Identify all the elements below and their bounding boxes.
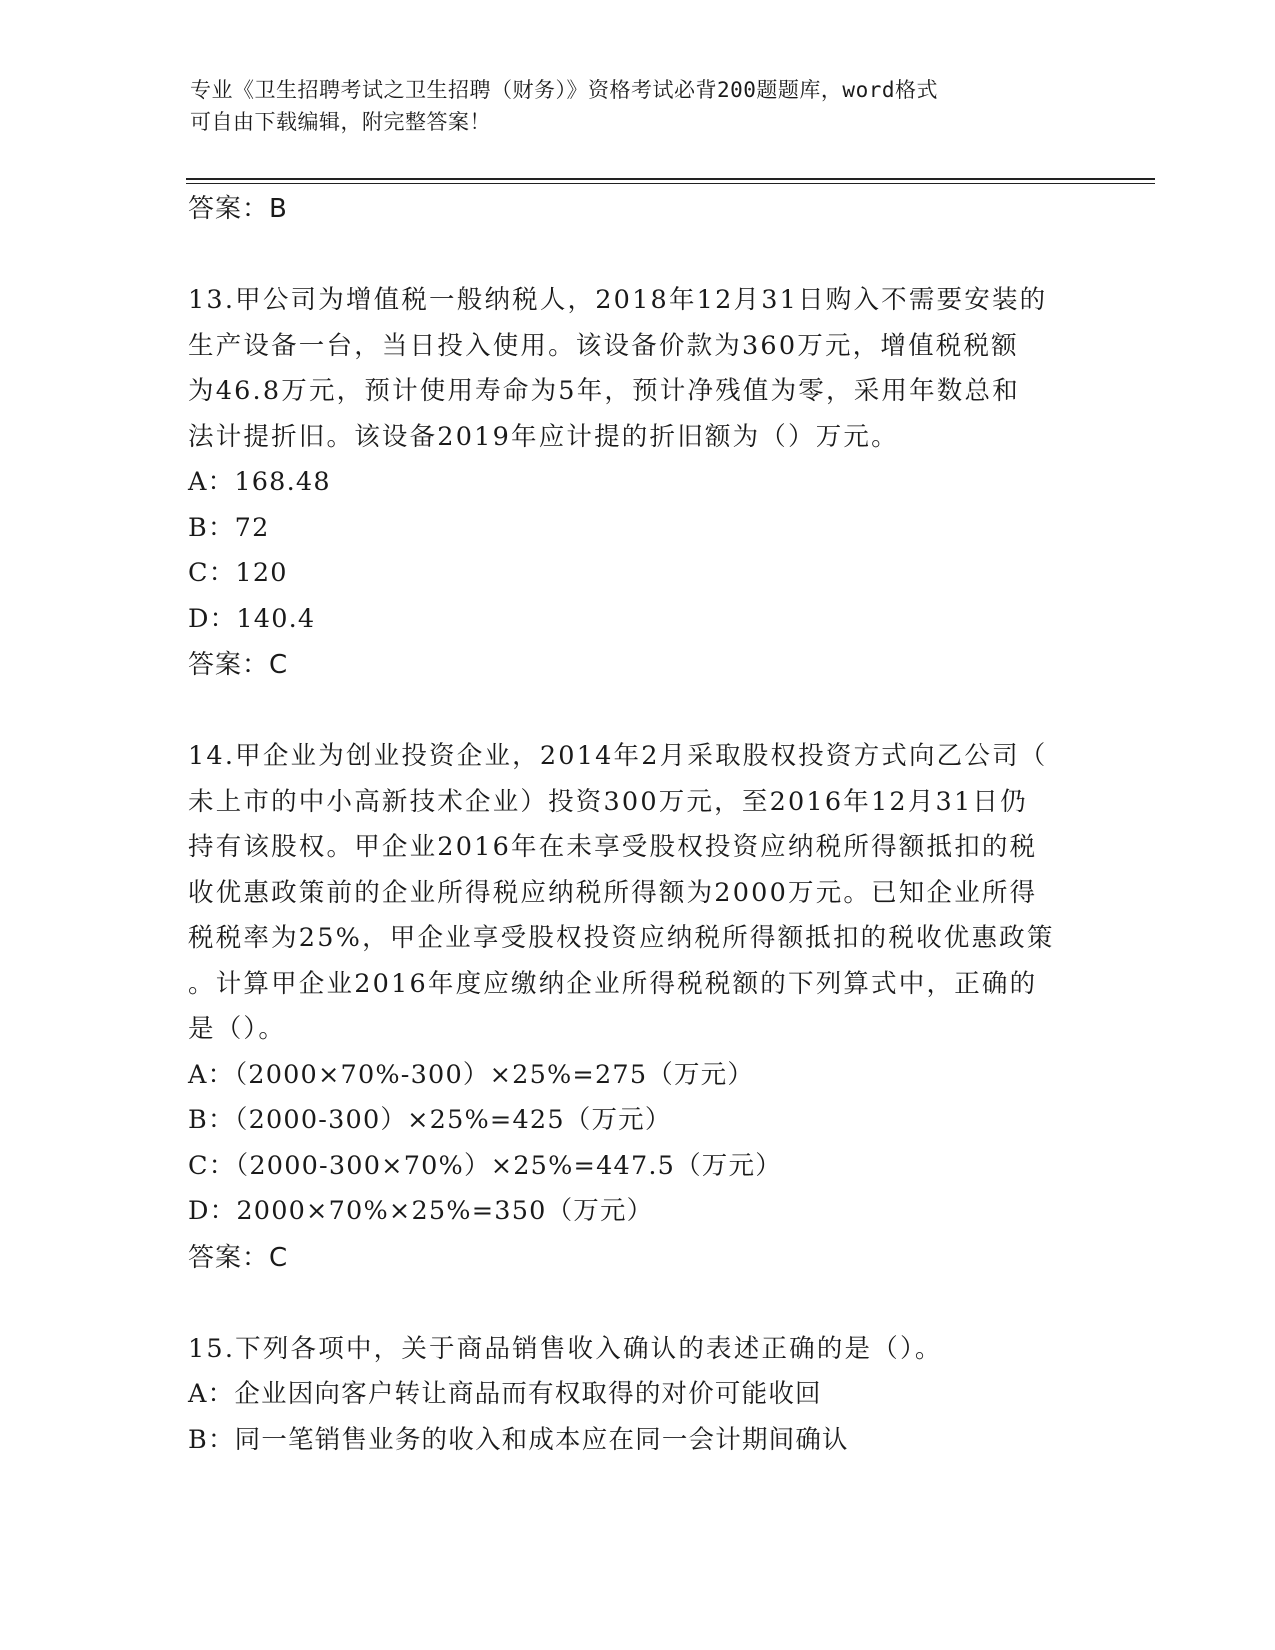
question-stem-line: 15.下列各项中，关于商品销售收入确认的表述正确的是（）。 [188, 1333, 943, 1364]
option-c: C：（2000-300×70%）×25%=447.5（万元） [188, 1150, 782, 1181]
header-line-2: 可自由下载编辑，附完整答案！ [190, 110, 491, 134]
spacer [188, 688, 1088, 734]
question-stem-line: 税税率为25%，甲企业享受股权投资应纳税所得额抵扣的税收优惠政策 [188, 923, 1055, 953]
spacer [188, 232, 1088, 278]
option-d: D：140.4 [188, 603, 316, 634]
option-b: B：同一笔销售业务的收入和成本应在同一会计期间确认 [188, 1424, 849, 1455]
header-rule-thick [186, 178, 1155, 180]
question-stem-line: 法计提折旧。该设备2019年应计提的折旧额为（）万元。 [188, 421, 899, 452]
question-stem-line: 持有该股权。甲企业2016年在未享受股权投资应纳税所得额抵扣的税 [188, 832, 1038, 862]
document-header [190, 74, 1070, 138]
question-14 [188, 734, 1088, 1281]
option-a: A：企业因向客户转让商品而有权取得的对价可能收回 [188, 1379, 822, 1409]
question-stem-line: 是（）。 [188, 1014, 287, 1044]
question-13 [188, 278, 1088, 688]
answer-14: 答案：C [188, 1242, 289, 1273]
previous-answer: 答案：B [188, 194, 288, 224]
option-a: A：168.48 [188, 467, 331, 497]
question-stem-line: 为46.8万元，预计使用寿命为5年，预计净残值为零，采用年数总和 [188, 376, 1020, 406]
answer-13: 答案：C [188, 650, 289, 680]
question-stem-line: 收优惠政策前的企业所得税应纳税所得额为2000万元。已知企业所得 [188, 877, 1038, 908]
document-body [188, 186, 1088, 1463]
header-line-1: 专业《卫生招聘考试之卫生招聘（财务）》资格考试必背200题题库，word格式 [190, 78, 938, 102]
question-stem-line: 14.甲企业为创业投资企业，2014年2月采取股权投资方式向乙公司（ [188, 741, 1048, 771]
question-stem-line: 生产设备一台，当日投入使用。该设备价款为360万元，增值税税额 [188, 330, 1019, 361]
spacer [188, 1281, 1088, 1327]
question-stem-line: 13.甲公司为增值税一般纳税人，2018年12月31日购入不需要安装的 [188, 285, 1048, 315]
option-b: B：（2000-300）×25%=425（万元） [188, 1105, 672, 1135]
option-b: B：72 [188, 512, 270, 543]
option-d: D：2000×70%×25%=350（万元） [188, 1196, 654, 1226]
header-rule-thin [186, 183, 1155, 184]
option-a: A：（2000×70%-300）×25%=275（万元） [188, 1059, 755, 1090]
question-stem-line: 未上市的中小高新技术企业）投资300万元，至2016年12月31日仍 [188, 786, 1028, 817]
question-stem-line: 。计算甲企业2016年度应缴纳企业所得税税额的下列算式中，正确的 [188, 968, 1038, 999]
question-15 [188, 1327, 1088, 1464]
option-c: C：120 [188, 558, 288, 588]
